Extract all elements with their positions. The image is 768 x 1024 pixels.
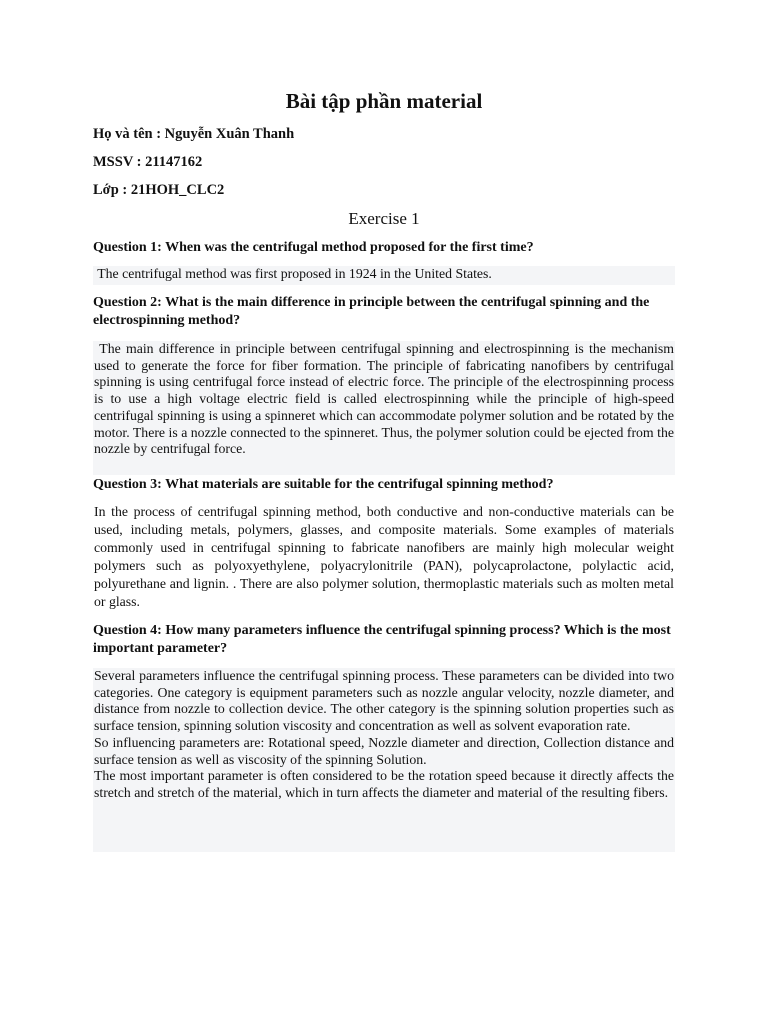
answer-3: In the process of centrifugal spinning method, both conductive and non-conductive materials can be used, including metals, polymers, glasses, and composite materials. Some examples of materials commonly used in centrifugal spinning to fabricate nanofibers are mainly high molecular weight polymers such as polyoxyethylene, polyacrylonitrile (PAN), polycaprolactone, polylactic acid, polyurethane and lignin. . There are also polymer solution, thermoplastic materials such as molten metal or glass.	[94, 504, 674, 609]
question-1: Question 1: When was the centrifugal method proposed for the first time?	[93, 240, 534, 255]
student-class: Lớp : 21HOH_CLC2	[93, 182, 225, 198]
question-2: Question 2: What is the main difference in principle between the centrifugal spinning and the electrospinning method?	[93, 295, 650, 328]
answer-4-paragraph-3: The most important parameter is often considered to be the rotation speed because it directly affects the stretch and stretch of the material, which in turn affects the diameter and material of the resulting fibers.	[94, 768, 674, 800]
answer-4-paragraph-1: Several parameters influence the centrifugal spinning process. These parameters can be divided into two categories. One category is equipment parameters such as nozzle angular velocity, nozzle diameter, and distance from nozzle to collection device. The other category is the spinning solution properties such as surface tension, spinning solution viscosity and concentration as well as solvent evaporation rate.	[94, 668, 674, 734]
question-4: Question 4: How many parameters influence the centrifugal spinning process? Which is the most important parameter?	[93, 623, 671, 656]
question-3: Question 3: What materials are suitable for the centrifugal spinning method?	[93, 477, 554, 492]
answer-2: The main difference in principle between centrifugal spinning and electrospinning is the mechanism used to generate the force for fiber formation. The principle of fabricating nanofibers by centrifugal spinning is using centrifugal force instead of electric force. The principle of the electrospinning process is to use a high voltage electric field is called electrospinning while the principle of high-speed centrifugal spinning is using a spinneret which can accommodate polymer solution and be rotated by the motor. There is a nozzle connected to the spinneret. Thus, the polymer solution could be ejected from the nozzle by centrifugal force.	[93, 341, 675, 475]
document-title: Bài tập phần material	[285, 89, 483, 113]
answer-4-paragraph-2: So influencing parameters are: Rotational speed, Nozzle diameter and direction, Collection distance and surface tension as well as viscosity of the spinning Solution.	[94, 734, 674, 767]
answer-4	[93, 668, 675, 852]
student-id: MSSV : 21147162	[93, 154, 203, 170]
exercise-heading: Exercise 1	[348, 209, 420, 228]
answer-1: The centrifugal method was first proposed in 1924 in the United States.	[93, 266, 675, 285]
student-name: Họ và tên : Nguyễn Xuân Thanh	[93, 126, 295, 142]
